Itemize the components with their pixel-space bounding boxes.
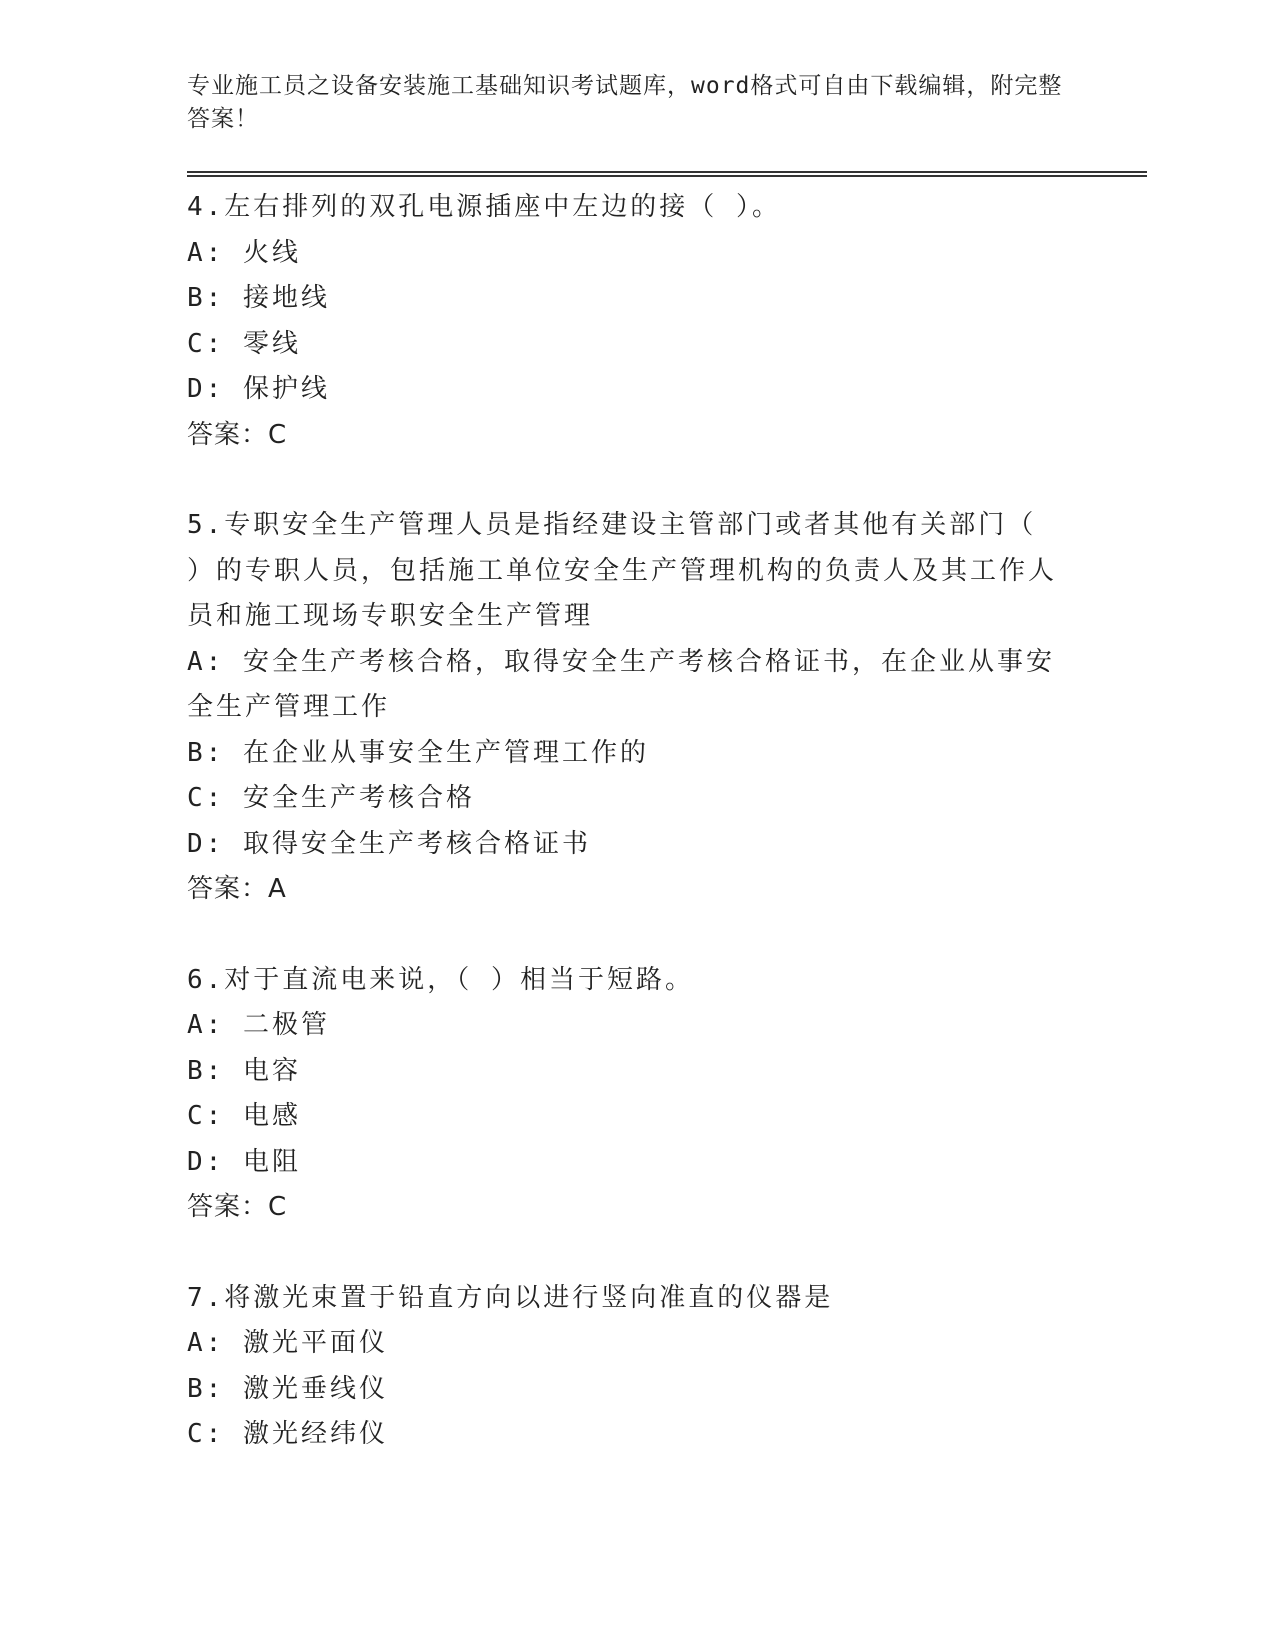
option-b: B: 电容 <box>187 1055 301 1086</box>
question-stem: 7.将激光束置于铅直方向以进行竖向准直的仪器是 <box>187 1282 834 1313</box>
option-c: C: 零线 <box>187 328 301 359</box>
header-divider <box>187 171 1147 177</box>
option-b: B: 接地线 <box>187 283 330 313</box>
option-a: A: 安全生产考核合格，取得安全生产考核合格证书，在企业从事安全生产管理工作 <box>187 646 1055 722</box>
option-c: C: 安全生产考核合格 <box>187 783 475 813</box>
question-6 <box>187 958 1147 1231</box>
option-a: A: 二极管 <box>187 1010 330 1040</box>
option-a: A: 激光平面仪 <box>187 1328 388 1358</box>
document-page <box>187 70 1147 1503</box>
option-a: A: 火线 <box>187 237 301 268</box>
question-5 <box>187 503 1147 913</box>
option-d: D: 电阻 <box>187 1146 301 1177</box>
option-d: D: 取得安全生产考核合格证书 <box>187 828 591 859</box>
option-d: D: 保护线 <box>187 374 330 404</box>
question-7 <box>187 1276 1147 1458</box>
option-b: B: 在企业从事安全生产管理工作的 <box>187 737 649 768</box>
question-list <box>187 185 1147 1458</box>
question-4 <box>187 185 1147 458</box>
answer: 答案：C <box>187 419 288 450</box>
option-c: C: 电感 <box>187 1101 301 1131</box>
option-b: B: 激光垂线仪 <box>187 1373 388 1404</box>
answer: 答案：A <box>187 874 287 904</box>
answer: 答案：C <box>187 1192 288 1222</box>
question-stem: 4.左右排列的双孔电源插座中左边的接（ ）。 <box>187 192 781 222</box>
question-stem: 5.专职安全生产管理人员是指经建设主管部门或者其他有关部门（ ）的专职人员，包括施工单位安全生产管理机构的负责人及其工作人员和施工现场专职安全生产管理 <box>187 510 1058 631</box>
question-stem: 6.对于直流电来说，（ ）相当于短路。 <box>187 964 694 995</box>
option-c: C: 激光经纬仪 <box>187 1419 388 1449</box>
document-header: 专业施工员之设备安装施工基础知识考试题库，word格式可自由下载编辑，附完整答案！ <box>187 73 1063 132</box>
